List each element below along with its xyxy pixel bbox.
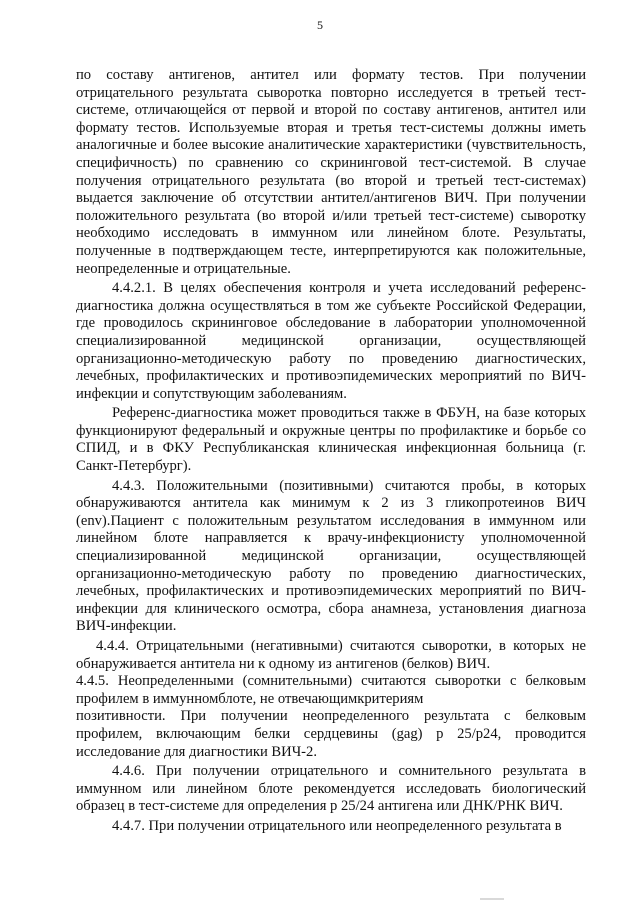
- paragraph-4-4-6: 4.4.6. При получении отрицательного и сомнительного результата в иммунном или линейном блоте рекомендуется исследовать биологический образец в тест-системе для определения р 25/24 антигена или ДНК/РНК ВИЧ.: [76, 763, 586, 815]
- paragraph-4-4-2-1: 4.4.2.1. В целях обеспечения контроля и учета исследований референс-диагностика должна осуществляться в том же субъекте Российской Федерации, где проводилось скрининговое обследование в лаборатории уполномоченной специализированной медицинской организации, осуществляющей организационно-методическую работу по проведению диагностических, лечебных, профилактических и противоэпидемических мероприятий по ВИЧ-инфекции и сопутствующим заболеваниям.: [76, 280, 586, 402]
- scan-artifact: [480, 898, 504, 900]
- paragraph-reference-diagnostics: Референс-диагностика может проводиться также в ФБУН, на базе которых функционируют федеральный и окружные центры по профилактике и борьбе со СПИД, и в ФКУ Республиканская клиническая инфекционная больница (г. Санкт-Петербург).: [76, 405, 586, 475]
- page-number: 5: [317, 18, 323, 32]
- paragraph-4-4-5-continued: позитивности. При получении неопределенного результата с белковым профилем, включающим белки сердцевины (gag) р 25/р24, проводится исследование для диагностики ВИЧ-2.: [76, 708, 586, 760]
- paragraph-4-4-5: 4.4.5. Неопределенными (сомнительными) считаются сыворотки с белковым профилем в иммунномблоте, не отвечающимкритериям: [76, 673, 586, 707]
- paragraph-4-4-7: 4.4.7. При получении отрицательного или неопределенного результата в: [112, 817, 562, 834]
- paragraph-4-4-4: 4.4.4. Отрицательными (негативными) считаются сыворотки, в которых не обнаруживается антитела ни к одному из антигенов (белков) ВИЧ.: [76, 638, 586, 672]
- document-body: [76, 67, 586, 836]
- paragraph-antigen-testing: по составу антигенов, антител или формату тестов. При получении отрицательного результата сыворотка повторно исследуется в третьей тест-системе, отличающейся от первой и второй по составу антигенов, антител или формату тестов. Используемые вторая и третья тест-системы должны иметь аналогичные и более высокие аналитические характеристики (чувствительность, специфичность) по сравнению со скрининговой тест-системой. В случае получения отрицательного результата (во второй и третьей тест-системах) выдается заключение об отсутствии антител/антигенов ВИЧ. При получении положительного результата (во второй и/или третьей тест-системе) сыворотку необходимо исследовать в иммунном или линейном блоте. Результаты, полученные в подтверждающем тесте, интерпретируются как положительные, неопределенные и отрицательные.: [76, 67, 586, 277]
- paragraph-4-4-3: 4.4.3. Положительными (позитивными) считаются пробы, в которых обнаруживаются антитела как минимум к 2 из 3 гликопротеинов ВИЧ (env).Пациент с положительным результатом исследования в иммунном или линейном блоте направляется к врачу-инфекционисту уполномоченной специализированной медицинской организации, осуществляющей организационно-методическую работу по проведению диагностических, лечебных, профилактических и противоэпидемических мероприятий по ВИЧ-инфекции для клинического осмотра, сбора анамнеза, установления диагноза ВИЧ-инфекции.: [76, 477, 586, 635]
